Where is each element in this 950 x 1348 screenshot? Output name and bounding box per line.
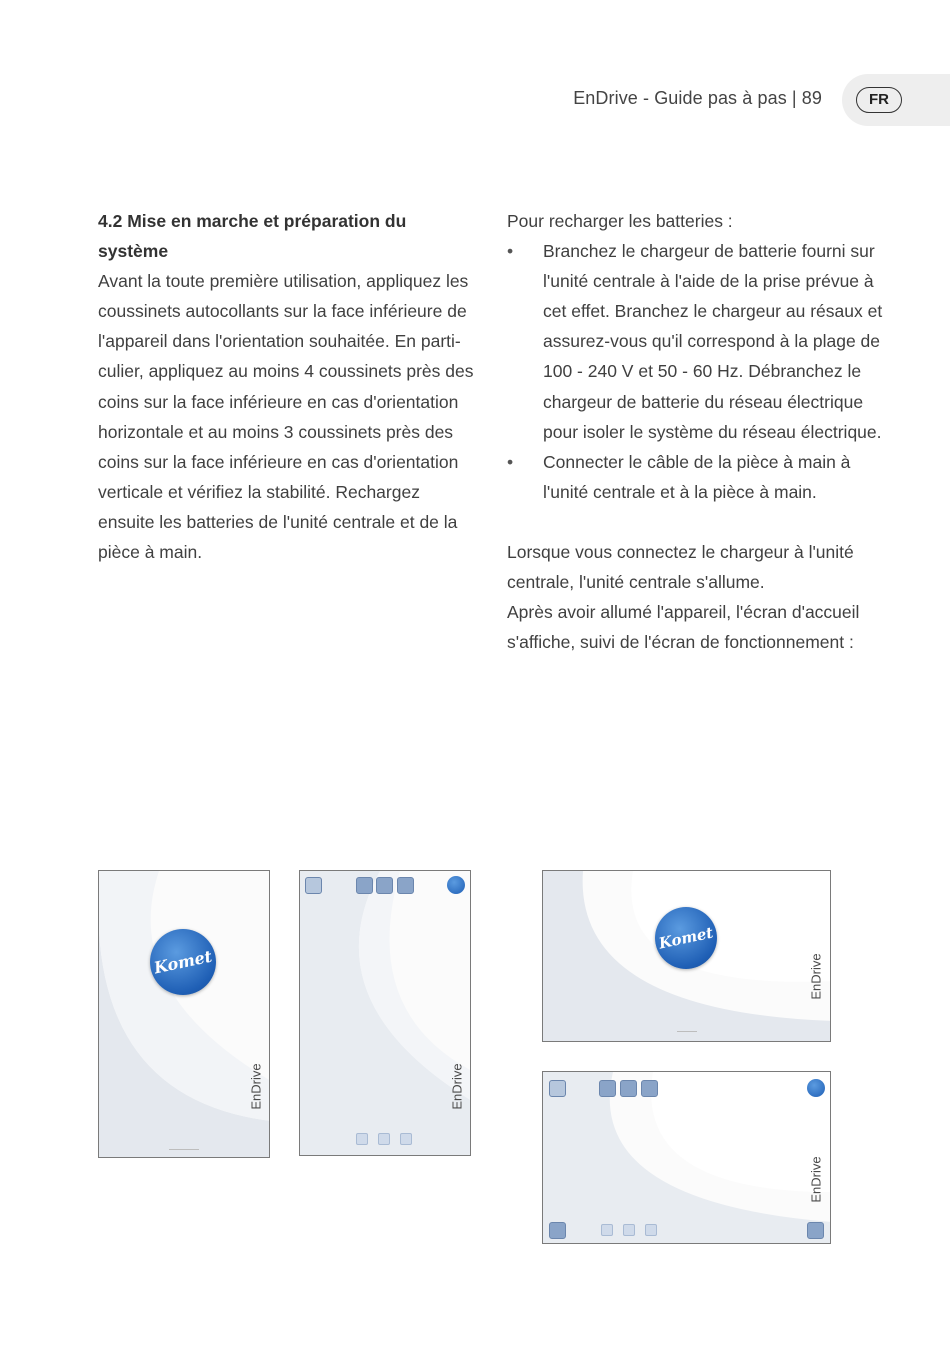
info-icon — [376, 877, 393, 894]
komet-mini-logo — [447, 876, 465, 894]
battery-icon — [601, 1224, 613, 1236]
running-header: EnDrive - Guide pas à pas | 89 — [573, 88, 822, 108]
brand-label: EnDrive — [248, 1063, 264, 1110]
recharge-intro: Pour recharger les batteries : — [507, 211, 733, 231]
komet-mini-logo — [807, 1079, 825, 1097]
brand-label: EnDrive — [808, 1156, 824, 1203]
screen-horizontal-operation — [542, 1071, 831, 1244]
connection-icon — [400, 1133, 412, 1145]
recharge-step-1: • Branchez le chargeur de batterie fourni sur l'unité centrale à l'aide de la prise prévue à cet effet. Branchez le chargeur au résaux et assurez-vous qu'il correspond à la plage de 100 - 240 V et 50 - 60 Hz. Débranchez le chargeur de batterie du réseau électrique pour isoler le système du réseau électrique. — [507, 236, 897, 447]
connection-icon — [645, 1224, 657, 1236]
program-icon — [599, 1080, 616, 1097]
program-icon — [356, 877, 373, 894]
logo-text: Komet — [657, 923, 715, 953]
language-badge: FR — [856, 87, 902, 113]
brand-label: EnDrive — [449, 1063, 465, 1110]
right-column — [507, 206, 897, 657]
home-screen-paragraph: Après avoir allumé l'appareil, l'écran d'accueil s'affiche, suivi de l'écran de fonctionnement : — [507, 602, 860, 653]
swoosh-graphic — [543, 1072, 831, 1244]
swoosh-graphic — [99, 871, 270, 1158]
screen-horizontal-splash — [542, 870, 831, 1042]
section-body: Avant la toute première utilisation, appliquez les coussinets autocollants sur la face inférieure de l'appareil dans l'orientation souhaitée. En parti-culier, appliquez au moins 4 coussinets près des coins sur la face inférieure en cas d'orientation horizontale et au moins 3 coussinets près des coins sur la face inférieure en cas d'orientation verticale et vérifiez la stabilité. Rechargez ensuite les batteries de l'unité centrale et de la pièce à main. — [98, 271, 474, 563]
settings-icon — [305, 877, 322, 894]
screen-vertical-splash — [98, 870, 270, 1158]
swoosh-graphic — [300, 871, 471, 1156]
right-arrow-icon — [807, 1222, 824, 1239]
recharge-steps — [507, 236, 897, 507]
brand-label: EnDrive — [808, 953, 824, 1000]
screen-vertical-operation — [299, 870, 471, 1156]
divider — [169, 1149, 199, 1150]
recharge-step-2: • Connecter le câble de la pièce à main à l'unité centrale et à la pièce à main. — [507, 447, 897, 507]
power-on-paragraph: Lorsque vous connectez le chargeur à l'unité centrale, l'unité centrale s'allume. — [507, 541, 854, 593]
section-heading: 4.2 Mise en marche et préparation du système — [98, 211, 407, 262]
divider — [677, 1031, 697, 1032]
handpiece-battery-icon — [378, 1133, 390, 1145]
komet-logo — [150, 929, 216, 995]
logo-text: Komet — [152, 946, 214, 978]
tool-icon — [641, 1080, 658, 1097]
settings-icon — [549, 1080, 566, 1097]
left-arrow-icon — [549, 1222, 566, 1239]
komet-logo — [655, 907, 717, 969]
info-icon — [620, 1080, 637, 1097]
battery-icon — [356, 1133, 368, 1145]
tool-icon — [397, 877, 414, 894]
handpiece-battery-icon — [623, 1224, 635, 1236]
language-tab — [842, 74, 950, 126]
left-column — [98, 206, 478, 567]
